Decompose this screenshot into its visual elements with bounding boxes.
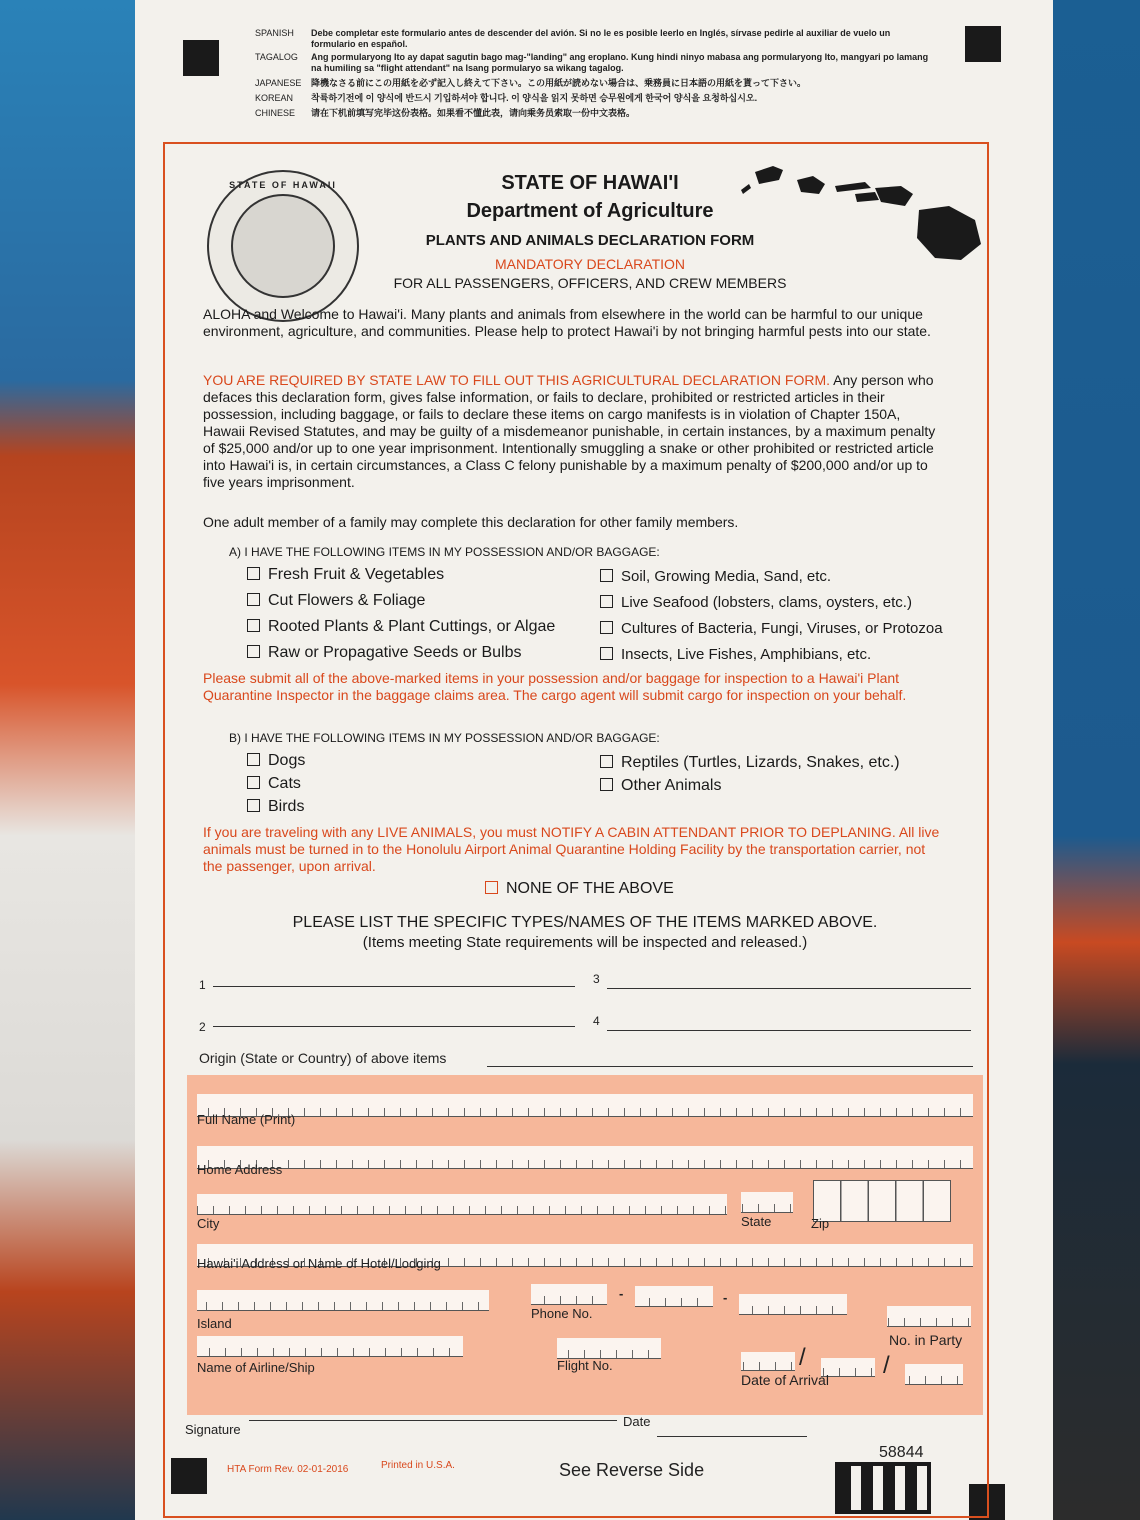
item-number-1: 1: [199, 978, 206, 992]
checkbox-icon[interactable]: [600, 755, 613, 768]
barcode-icon: [835, 1462, 931, 1514]
printed-label: Printed in U.S.A.: [381, 1460, 455, 1471]
form-number: 58844: [879, 1444, 924, 1461]
checkbox-other-animals[interactable]: [600, 777, 721, 795]
form-revision: HTA Form Rev. 02-01-2016: [227, 1464, 349, 1475]
arrival-month-field[interactable]: [741, 1352, 795, 1371]
checkbox-icon[interactable]: [247, 619, 260, 632]
see-reverse-label: See Reverse Side: [559, 1460, 705, 1480]
checkbox-label: Cats: [268, 775, 301, 792]
checkbox-none-of-the-above[interactable]: [485, 880, 674, 898]
item-number-3: 3: [593, 972, 600, 986]
date-separator: /: [799, 1344, 806, 1371]
phone-separator: -: [723, 1290, 728, 1305]
section-b-heading: B) I HAVE THE FOLLOWING ITEMS IN MY POSSESSION AND/OR BAGGAGE:: [229, 731, 660, 745]
lang-label: JAPANESE: [255, 78, 302, 88]
date-arrival-label: Date of Arrival: [741, 1372, 829, 1388]
law-text: Any person who defaces this declaration form, gives false information, or fails to declare, prohibited or restricted articles in their possession, including baggage, or fails to declare these items on cargo manifests is in violation of Chapter 150A, Hawaii Revised Statutes, and may be guilty of a misdemeanor punishable, in certain instances, by a maximum penalty of $25,000 and/or up to one year imprisonment. Intentionally smuggling a snake or other prohibited or restricted article into Hawai'i is, in certain circumstances, a Class C felony punishable by a maximum penalty of $200,000 and/or up to five years imprisonment.: [203, 372, 936, 490]
checkbox-icon[interactable]: [247, 753, 260, 766]
law-paragraph: [203, 372, 943, 491]
for-all-label: FOR ALL PASSENGERS, OFFICERS, AND CREW MEMBERS: [393, 275, 787, 291]
origin-line[interactable]: [487, 1066, 973, 1067]
hawaii-address-label: Hawai'i Address or Name of Hotel/Lodging: [197, 1256, 441, 1271]
item-line-4[interactable]: [607, 1030, 971, 1031]
item-line-2[interactable]: [213, 1026, 575, 1027]
list-heading: PLEASE LIST THE SPECIFIC TYPES/NAMES OF THE ITEMS MARKED ABOVE.: [292, 914, 878, 931]
checkbox-icon[interactable]: [247, 799, 260, 812]
phone-separator: -: [619, 1286, 624, 1301]
section-a-heading: A) I HAVE THE FOLLOWING ITEMS IN MY POSSESSION AND/OR BAGGAGE:: [229, 545, 660, 559]
checkbox-label: Dogs: [268, 752, 306, 769]
arrival-day-field[interactable]: [821, 1358, 875, 1377]
item-line-1[interactable]: [213, 986, 575, 987]
section-a-note: Please submit all of the above-marked items in your possession and/or baggage for inspection to a Hawai'i Plant Quarantine Inspector in the baggage claims area. The cargo agent will submit cargo for inspection on your behalf.: [203, 670, 907, 703]
lang-text: Debe completar este formulario antes de descender del avión. Si no le es posible leerlo en Inglés, sírvase pedirle al auxiliar de vuelo un formulario en español.: [311, 28, 891, 49]
registration-mark: [965, 26, 1001, 62]
checkbox-icon[interactable]: [600, 621, 613, 634]
checkbox-icon[interactable]: [247, 645, 260, 658]
lang-text: 请在下机前填写完毕这份表格。如果看不懂此表，请向乘务员索取一份中文表格。: [311, 108, 636, 118]
lang-label: TAGALOG: [255, 52, 298, 62]
origin-label: Origin (State or Country) of above items: [199, 1050, 447, 1066]
city-field[interactable]: [197, 1194, 727, 1215]
checkbox-label: Birds: [268, 798, 305, 815]
date-separator: /: [883, 1352, 890, 1379]
checkbox-icon[interactable]: [247, 776, 260, 789]
checkbox-icon[interactable]: [600, 778, 613, 791]
lang-text: Ang pormularyong Ito ay dapat sagutin bago mag-"landing" ang eroplano. Kung hindi ninyo mabasa ang pormularyong Ito, mangyari po lamang na humiling sa "flight attendant" na Isang pormularyo sa wikang tagalog.: [311, 52, 929, 73]
checkbox-icon[interactable]: [247, 593, 260, 606]
law-warning: YOU ARE REQUIRED BY STATE LAW TO FILL OUT THIS AGRICULTURAL DECLARATION FORM.: [203, 372, 831, 388]
arrival-year-field[interactable]: [905, 1364, 963, 1385]
zip-label: Zip: [811, 1216, 830, 1231]
party-count-field[interactable]: [887, 1306, 971, 1327]
home-address-label: Home Address: [197, 1162, 283, 1177]
island-field[interactable]: [197, 1290, 489, 1311]
checkbox-reptiles[interactable]: [600, 754, 900, 772]
checkbox-label: Insects, Live Fishes, Amphibians, etc.: [621, 646, 872, 663]
form-title: PLANTS AND ANIMALS DECLARATION FORM: [425, 232, 755, 249]
phone-prefix-field[interactable]: [635, 1286, 713, 1307]
date-label: Date: [623, 1414, 651, 1429]
checkbox-label: Raw or Propagative Seeds or Bulbs: [268, 644, 522, 661]
party-count-label: No. in Party: [889, 1332, 963, 1348]
section-b-note: If you are traveling with any LIVE ANIMALS, you must NOTIFY A CABIN ATTENDANT PRIOR TO DEPLANING. All live animals must be turned in to the Honolulu Airport Animal Quarantine Holding Facility by the transportation carrier, not the passenger, upon arrival.: [203, 824, 940, 874]
background-jacket-left: [0, 0, 140, 1520]
registration-mark: [183, 40, 219, 76]
declaration-form: [135, 0, 1053, 1520]
checkbox-label: Cut Flowers & Foliage: [268, 592, 426, 609]
item-number-2: 2: [199, 1020, 206, 1034]
checkbox-dogs[interactable]: [247, 752, 305, 770]
intro-paragraph: ALOHA and Welcome to Hawai'i. Many plants and animals from elsewhere in the world can be harmful to our unique environment, agriculture, and communities. Please help to protect Hawai'i by not bringing harmful pests into our state.: [203, 306, 931, 339]
signature-label: Signature: [185, 1422, 241, 1437]
phone-area-field[interactable]: [531, 1284, 607, 1305]
checkbox-seeds[interactable]: [247, 644, 521, 662]
item-line-3[interactable]: [607, 988, 971, 989]
phone-line-field[interactable]: [739, 1294, 847, 1315]
checkbox-live-seafood[interactable]: [600, 594, 912, 611]
checkbox-cut-flowers[interactable]: [247, 592, 425, 610]
zip-field[interactable]: [813, 1180, 951, 1222]
checkbox-birds[interactable]: [247, 798, 304, 816]
checkbox-soil[interactable]: [600, 568, 831, 585]
full-name-field[interactable]: [197, 1094, 973, 1117]
background-jacket-right: [1040, 0, 1140, 1520]
state-seal-icon: [207, 170, 359, 322]
signature-line[interactable]: [249, 1420, 617, 1421]
checkbox-label: Cultures of Bacteria, Fungi, Viruses, or Protozoa: [621, 620, 943, 637]
lang-text: 降機なさる前にこの用紙を必ず記入し終えて下さい。この用紙が読めない場合は、乗務員に日本語の用紙を貰って下さい。: [311, 78, 807, 88]
flight-label: Flight No.: [557, 1358, 613, 1373]
checkbox-cultures[interactable]: [600, 620, 943, 637]
city-label: City: [197, 1216, 220, 1231]
list-subheading: (Items meeting State requirements will be inspected and released.): [362, 934, 808, 951]
state-label: State: [741, 1214, 772, 1229]
checkbox-insects[interactable]: [600, 646, 871, 663]
checkbox-rooted-plants[interactable]: [247, 618, 555, 636]
checkbox-icon[interactable]: [600, 569, 613, 582]
form-state-title: STATE OF HAWAI'I: [501, 172, 679, 194]
checkbox-label: Other Animals: [621, 777, 722, 794]
airline-label: Name of Airline/Ship: [197, 1360, 315, 1375]
flight-field[interactable]: [557, 1338, 661, 1359]
checkbox-fresh-fruit[interactable]: [247, 566, 444, 584]
family-note: One adult member of a family may complete this declaration for other family members.: [203, 514, 739, 530]
checkbox-icon[interactable]: [600, 647, 613, 660]
phone-label: Phone No.: [531, 1306, 593, 1321]
checkbox-label: Live Seafood (lobsters, clams, oysters, etc.): [621, 594, 912, 611]
checkbox-icon[interactable]: [600, 595, 613, 608]
form-dept-title: Department of Agriculture: [466, 200, 714, 222]
checkbox-label: NONE OF THE ABOVE: [506, 880, 674, 897]
checkbox-cats[interactable]: [247, 775, 301, 793]
lang-label: KOREAN: [255, 93, 294, 103]
airline-field[interactable]: [197, 1336, 463, 1357]
language-instructions: [255, 28, 935, 119]
lang-text: 착륙하기전에 이 양식에 반드시 기입하셔야 합니다. 이 양식을 읽지 못하면 승무원에게 한국어 양식을 요청하십시오.: [311, 93, 758, 103]
checkbox-label: Reptiles (Turtles, Lizards, Snakes, etc.): [621, 754, 900, 771]
checkbox-icon[interactable]: [247, 567, 260, 580]
checkbox-label: Soil, Growing Media, Sand, etc.: [621, 568, 832, 585]
lang-label: CHINESE: [255, 108, 296, 118]
lang-label: SPANISH: [255, 28, 294, 38]
home-address-field[interactable]: [197, 1146, 973, 1169]
mandatory-label: MANDATORY DECLARATION: [494, 256, 686, 272]
island-label: Island: [197, 1316, 232, 1331]
checkbox-label: Fresh Fruit & Vegetables: [268, 566, 445, 583]
date-line[interactable]: [657, 1436, 807, 1437]
full-name-label: Full Name (Print): [197, 1112, 296, 1127]
seal-ring-text: STATE OF HAWAII: [229, 180, 337, 190]
item-number-4: 4: [593, 1014, 600, 1028]
state-field[interactable]: [741, 1192, 793, 1213]
checkbox-label: Rooted Plants & Plant Cuttings, or Algae: [268, 618, 556, 635]
checkbox-icon[interactable]: [485, 881, 498, 894]
